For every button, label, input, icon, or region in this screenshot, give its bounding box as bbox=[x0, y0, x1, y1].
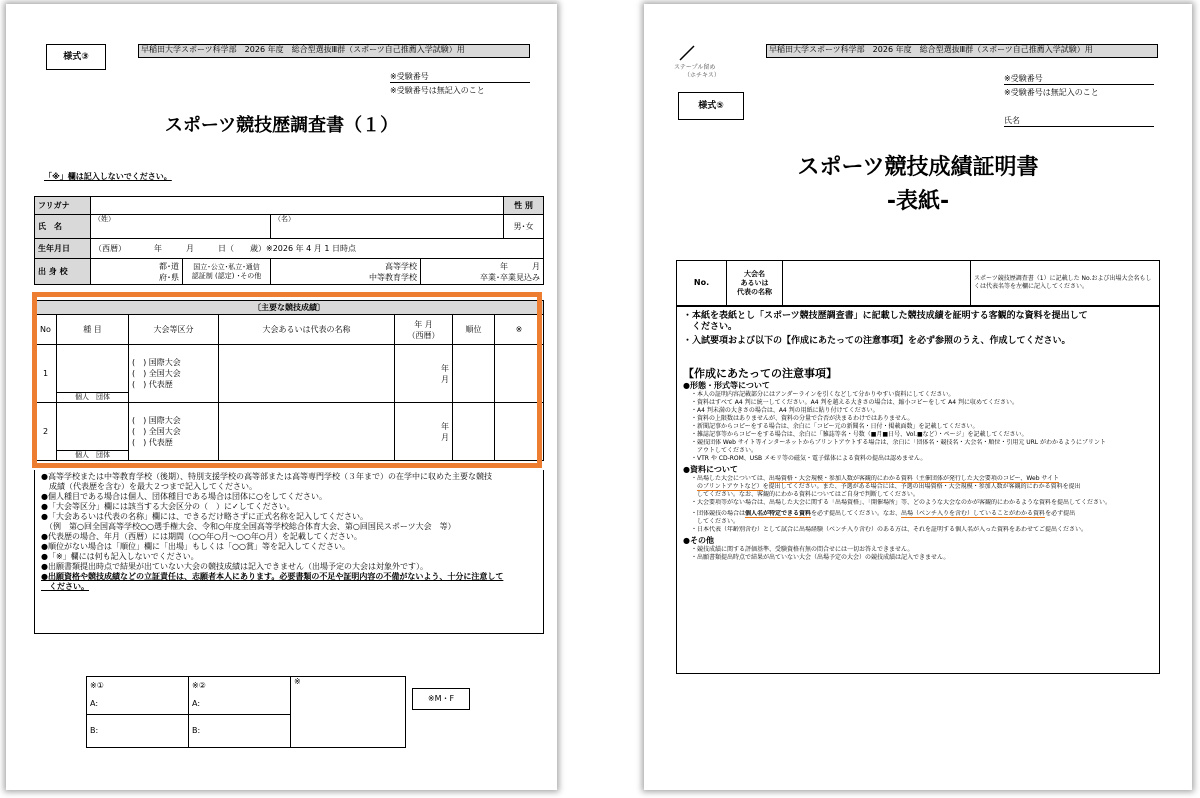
section-heading: 【作成にあたっての注意事項】 bbox=[683, 367, 837, 380]
category-option-representative[interactable]: ( ) 代表歴 bbox=[132, 438, 173, 447]
intro-line: ください。 bbox=[683, 322, 738, 332]
row-no: 2 bbox=[35, 403, 57, 461]
office-cell-2-label: ※② bbox=[189, 677, 291, 695]
exam-number-label: ※受験番号 bbox=[390, 72, 530, 83]
office-cell-1-label: ※① bbox=[87, 677, 189, 695]
note-line: ●「大会等区分」欄には該当する大会区分の（ ）に✓してください。 bbox=[41, 502, 295, 511]
cover-note: スポーツ競技歴調査書（1）に記載した No.および出場大会名もしくは代表名等を左欄に記入してください。 bbox=[971, 261, 1160, 306]
office-a-2: A: bbox=[189, 694, 291, 714]
form-page-left bbox=[6, 4, 557, 790]
underlined-text: 出場資格・大会規模・参加人数が客観的にわかる資料 bbox=[768, 475, 913, 482]
note-line: ●代表歴の場合、年月（西暦）には期間（○○年○月～○○年○月）を記載してください。 bbox=[41, 532, 362, 541]
staple-label: ステープル留め bbox=[674, 64, 716, 71]
note-line: してください。 bbox=[691, 518, 740, 525]
furigana-field[interactable] bbox=[91, 197, 504, 215]
year-label: 年 bbox=[441, 363, 449, 373]
hs-line-1: 高等学校 bbox=[385, 261, 417, 271]
form-number-badge: 様式⑤ bbox=[678, 92, 744, 120]
note-line: 成績（代表歴を含む）を最大２つまで記入してください。 bbox=[41, 482, 257, 491]
graduation-field[interactable] bbox=[421, 259, 544, 285]
pref-line-2: 府･県 bbox=[159, 272, 179, 282]
graduation-year-label: 年 月 bbox=[500, 261, 540, 271]
office-b-2: B: bbox=[189, 714, 291, 747]
note-line: ください。 bbox=[41, 582, 89, 591]
col-rank: 順位 bbox=[453, 315, 495, 345]
kind-label: 個人 団体 bbox=[57, 450, 128, 460]
document-subtitle: -表紙- bbox=[886, 189, 950, 214]
exam-number-note: ※受験番号は無記入のこと bbox=[390, 86, 485, 95]
name-label: 氏名 bbox=[1004, 116, 1154, 127]
cover-no-label: No. bbox=[677, 261, 727, 306]
note-line: ●「※」欄には何も記入しないでください。 bbox=[41, 552, 199, 561]
prefecture-field[interactable] bbox=[91, 259, 183, 285]
note-line: ・雑誌記事等からコピーをする場合は、余白に「雑誌等名・号数（■月■日号、Vol.■など）・ページ」を記載してください。 bbox=[691, 431, 1028, 438]
note-text: ・出場した大会については、 bbox=[691, 475, 769, 482]
underlined-text: 出場（ベンチ入りを含む）していることがわかる資料 bbox=[901, 510, 1046, 517]
category-option-representative[interactable]: ( ) 代表歴 bbox=[132, 380, 173, 389]
note-text: を提出してください。また、予選がある場合には、予選の出場資格・大会規模・参加人数が客観的にわかる資料を提出 bbox=[762, 483, 1081, 490]
school-type-2: 認証制 (認定) ･その他 bbox=[191, 271, 262, 280]
note-line bbox=[683, 475, 1153, 483]
applicant-info-table bbox=[34, 196, 544, 285]
subsection-materials: ●資料について bbox=[683, 465, 738, 474]
hs-line-2: 中等教育学校 bbox=[369, 272, 417, 282]
underlined-text: （主催団体が発行した大会要項のコピー、Web サイト bbox=[912, 475, 1059, 482]
intro-line: ・本紙を表紙とし「スポーツ競技歴調査書」に記載した競技成績を証明する客観的な資料を提出して bbox=[683, 311, 1088, 321]
col-category: 大会等区分 bbox=[129, 315, 219, 345]
category-option-national[interactable]: ( ) 全国大会 bbox=[132, 369, 181, 378]
name-label: 氏 名 bbox=[35, 215, 91, 239]
highlight-box bbox=[32, 292, 542, 468]
kind-label: 個人 団体 bbox=[57, 392, 128, 402]
note-line: ・競技団体 Web サイト等インターネットからプリントアウトする場合は、余白に「団体名・競技名・大会名・順位・引用元 URL がわかるようにプリント bbox=[691, 439, 1106, 446]
category-option-national[interactable]: ( ) 全国大会 bbox=[132, 427, 181, 436]
birthdate-field[interactable]: （西暦） 年 月 日（ 歳）※2026 年 4 月 1 日時点 bbox=[91, 239, 544, 259]
row-no: 1 bbox=[35, 345, 57, 403]
family-name-label: （姓） bbox=[94, 215, 115, 223]
furigana-label: フリガナ bbox=[35, 197, 91, 215]
given-name-field[interactable] bbox=[271, 215, 504, 239]
col-ym-line2: （西暦） bbox=[407, 330, 440, 340]
school-type-field[interactable] bbox=[183, 259, 271, 285]
note-text: ・団体競技の場合は bbox=[691, 510, 746, 517]
note-line: ・大会要項等がない場合は、出場した大会に関する「出場資格」、「開催場所」等、どのような大会なのかが客観的にわかるような資料を提出してください。 bbox=[691, 499, 1112, 506]
note-line: ・新聞記事からコピーをする場合は、余白に「コピー元の新聞名・日付・掲載面数」を記載してください。 bbox=[691, 423, 979, 430]
note-line: ●高等学校または中等教育学校（後期）、特別支援学校の高等部または高等専門学校（３年まで）の在学中に収めた主要な競技 bbox=[41, 472, 492, 481]
form-header: 早稲田大学スポーツ科学部 2026 年度 総合型選抜Ⅲ群（スポーツ自己推薦入学試験）用 bbox=[138, 44, 530, 58]
col-no: No bbox=[35, 315, 57, 345]
note-line: ●出願資格や競技成績などの立証責任は、志願者本人にあります。必要書類の不足や証明内容の不備がないよう、十分に注意して bbox=[41, 572, 504, 581]
form-page-right bbox=[644, 4, 1192, 790]
intro-line: ・入試要項および以下の【作成にあたっての注意事項】を必ず参照のうえ、作成してください。 bbox=[683, 336, 1071, 346]
achievements-header: 〔主要な競技成績〕 bbox=[35, 301, 544, 315]
pref-line-1: 都･道 bbox=[159, 261, 179, 271]
subsection-format: ●形態・形式等について bbox=[683, 381, 770, 390]
form-number-badge: 様式③ bbox=[46, 44, 106, 70]
note-line: ・A4 判未満の大きさの場合は、A4 判の用紙に貼り付けてください。 bbox=[691, 407, 879, 414]
year-label: 年 bbox=[441, 421, 449, 431]
school-type-1: 国立･公立･私立･通信 bbox=[193, 262, 260, 271]
office-a-1: A: bbox=[87, 694, 189, 714]
note-line: ・本人の証明内容記載部分にはアンダーラインを引くなどして分かりやすい資料にしてください。 bbox=[691, 391, 955, 398]
note-line: ・資料はすべて A4 判に統一してください。A4 判を越える大きさの場合は、縮小コピーをして A4 判に収めてください。 bbox=[691, 399, 1018, 406]
office-cell-3-label: ※ bbox=[291, 677, 406, 748]
instructions-panel bbox=[676, 306, 1160, 674]
exam-number-label: ※受験番号 bbox=[1004, 74, 1154, 85]
note-line: ・VTR や CD-ROM、USB メモリ等の磁気・電子媒体による資料の提出は認めません。 bbox=[691, 455, 927, 462]
sex-label: 性 別 bbox=[504, 197, 544, 215]
category-option-international[interactable]: ( ) 国際大会 bbox=[132, 416, 181, 425]
notes-section bbox=[34, 470, 544, 634]
note-line: ●出願書類提出時点で結果が出ていない大会の競技成績は記入できません（出場予定の大会は対象外です）。 bbox=[41, 562, 428, 571]
col-event: 種 目 bbox=[57, 315, 129, 345]
month-label: 月 bbox=[441, 374, 449, 384]
underlined-text: 個人名が特定できる資料 bbox=[745, 510, 812, 517]
note-line: してください。なお、客観的にわかる資料についてはご自身で判断してください。 bbox=[691, 491, 919, 498]
cover-table bbox=[676, 260, 1160, 306]
mf-box: ※M・F bbox=[412, 688, 470, 710]
office-b-1: B: bbox=[87, 714, 189, 747]
note-line bbox=[683, 483, 1153, 491]
notice-text: 「※」欄は記入しないでください。 bbox=[44, 172, 172, 181]
note-text: を必ず提出 bbox=[1045, 510, 1076, 517]
note-line: ●個人種目である場合は個人、団体種目である場合は団体に○をしてください。 bbox=[41, 492, 327, 501]
subsection-other: ●その他 bbox=[683, 536, 714, 545]
col-ym-line1: 年 月 bbox=[414, 319, 433, 329]
note-line: ・競技成績に関する評価基準、受験資格有無の問合せには一切お答えできません。 bbox=[691, 546, 914, 553]
sex-value[interactable]: 男･女 bbox=[504, 215, 544, 239]
col-competition-name: 大会あるいは代表の名称 bbox=[219, 315, 395, 345]
note-line: （例 第○回全国高等学校○○選手権大会、令和○年度全国高等学校総合体育大会、第○回国民スポーツ大会 等） bbox=[41, 522, 456, 531]
high-school-field[interactable] bbox=[271, 259, 421, 285]
family-name-field[interactable] bbox=[91, 215, 271, 239]
note-line: ●順位がない場合は「順位」欄に「出場」もしくは「○○賞」等を記入してください。 bbox=[41, 542, 350, 551]
note-line: ・資料の上限数はありませんが、資料の分量で合否が決まるわけではありません。 bbox=[691, 415, 914, 422]
exam-number-note: ※受験番号は無記入のこと bbox=[1004, 88, 1099, 97]
cover-name-field[interactable] bbox=[783, 261, 971, 306]
month-label: 月 bbox=[441, 432, 449, 442]
note-line bbox=[683, 510, 1153, 518]
staple-label-2: （ホチキス） bbox=[684, 72, 720, 79]
note-line: ●「大会あるいは代表の名称」欄には、できるだけ略さずに正式名称を記入してください。 bbox=[41, 512, 368, 521]
cover-name-label: 大会名 あるいは 代表の名称 bbox=[727, 261, 783, 306]
underlined-text: のプリントアウトなど） bbox=[697, 483, 763, 490]
note-text: を必ず提出してください。なお、 bbox=[811, 510, 902, 517]
category-option-international[interactable]: ( ) 国際大会 bbox=[132, 358, 181, 367]
document-title: スポーツ競技成績証明書 bbox=[797, 155, 1039, 180]
note-line: アウトしてください。 bbox=[691, 447, 758, 454]
office-use-box bbox=[86, 676, 406, 748]
staple-mark-icon bbox=[678, 42, 698, 62]
graduation-status: 卒業･卒業見込み bbox=[480, 272, 540, 282]
note-line: ・出願書類提出時点で結果が出ていない大会（出場予定の大会）の競技成績は記入できません。 bbox=[691, 554, 950, 561]
note-line: ・日本代表（年齢別含む）として試合に出場経験（ベンチ入り含む）のある方は、それを証明する個人名が入った資料をあわせてご提出ください。 bbox=[691, 526, 1088, 533]
form-header: 早稲田大学スポーツ科学部 2026 年度 総合型選抜Ⅲ群（スポーツ自己推薦入学試験）用 bbox=[766, 44, 1158, 58]
school-label: 出 身 校 bbox=[35, 259, 91, 285]
document-title: スポーツ競技歴調査書（１） bbox=[164, 115, 399, 136]
given-name-label: （名） bbox=[274, 215, 295, 223]
col-mark: ※ bbox=[495, 315, 544, 345]
birthdate-label: 生年月日 bbox=[35, 239, 91, 259]
